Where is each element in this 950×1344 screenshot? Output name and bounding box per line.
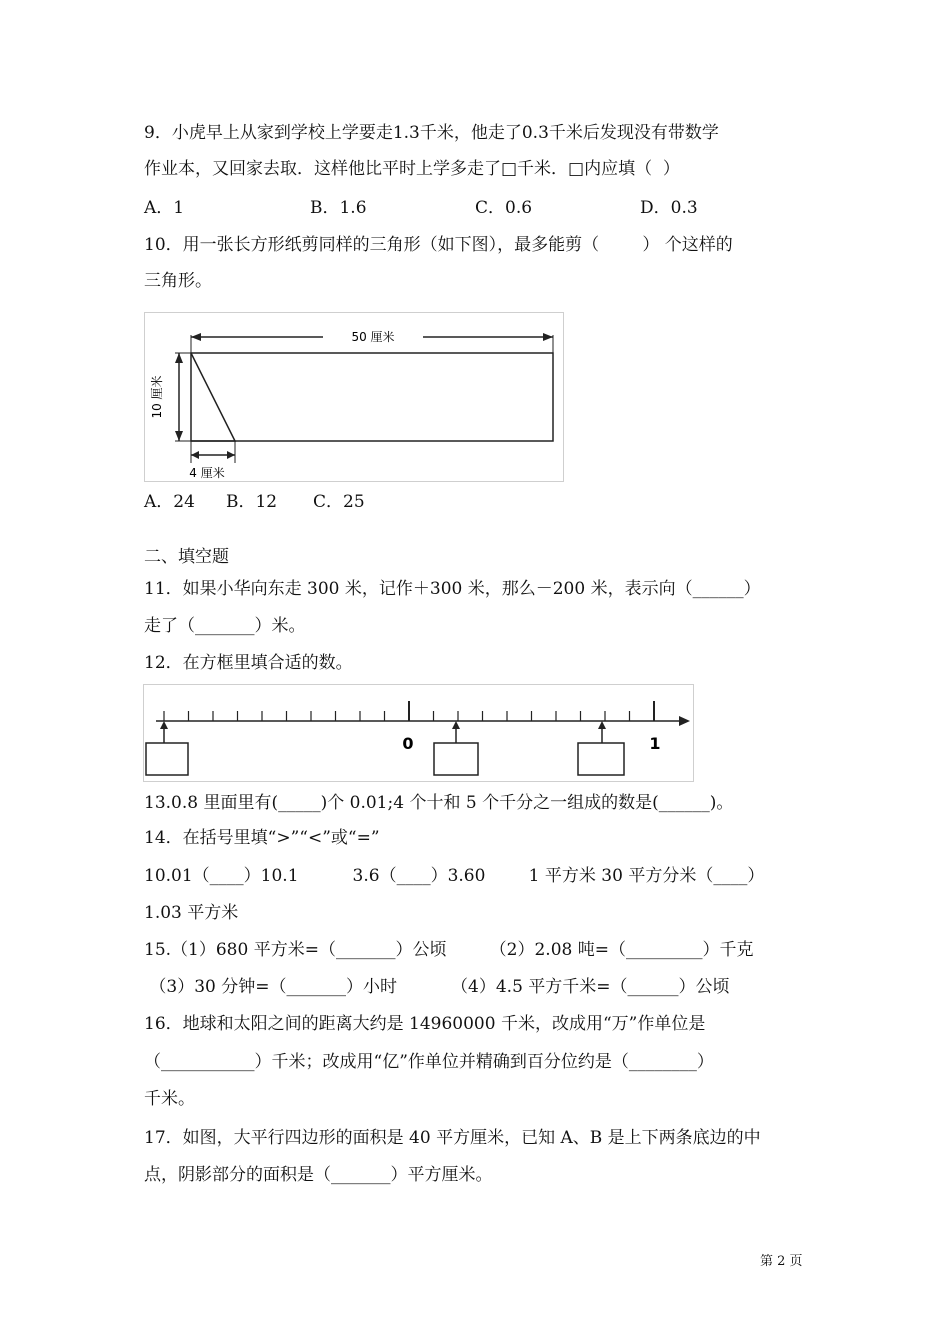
section-title: 二、填空题 <box>144 547 229 567</box>
number-line-figure <box>143 684 694 782</box>
q17-line1: 17．如图，大平行四边形的面积是 40 平方厘米，已知 A、B 是上下两条底边的中 <box>144 1128 761 1148</box>
q9-option-b: B．1.6 <box>310 198 367 218</box>
q11-line2: 走了（_______）米。 <box>144 616 306 636</box>
q12-line1: 12．在方框里填合适的数。 <box>144 653 353 673</box>
pointer-3-head <box>598 721 606 729</box>
pointer-1-head <box>160 721 168 729</box>
q9-option-d: D．0.3 <box>640 198 698 218</box>
q11-line1: 11．如果小华向东走 300 米，记作＋300 米，那么－200 米，表示向（______） <box>144 579 761 599</box>
base-label: 4 厘米 <box>189 466 225 480</box>
q15-line2: （3）30 分钟=（_______）小时 （4）4.5 平方千米=（______）公顷 <box>144 977 730 997</box>
q9-option-a: A．1 <box>144 198 185 218</box>
q14-line2: 10.01（____）10.1 3.6（____）3.60 1 平方米 30 平方分米（____） <box>144 866 765 886</box>
base-arrowhead-left <box>191 451 199 459</box>
number-line-ticks <box>164 701 654 721</box>
q14-line3: 1.03 平方米 <box>144 903 239 923</box>
paper-rectangle <box>191 353 553 441</box>
q9-option-c: C．0.6 <box>475 198 533 218</box>
q16-line3: 千米。 <box>144 1089 195 1109</box>
q13-line1: 13.0.8 里面里有(_____)个 0.01;4 个十和 5 个千分之一组成的数是(______)。 <box>144 793 734 813</box>
q17-line2: 点，阴影部分的面积是（_______）平方厘米。 <box>144 1165 493 1185</box>
length-label: 50 厘米 <box>351 330 395 344</box>
width-label: 10 厘米 <box>150 375 164 419</box>
q10-option-a: A．24 <box>144 492 195 512</box>
number-line-diagram <box>144 685 693 781</box>
label-one: 1 <box>649 734 661 753</box>
answer-box-3[interactable] <box>578 743 624 775</box>
base-arrowhead-right <box>227 451 235 459</box>
width-arrowhead-top <box>175 353 183 363</box>
triangle-shape <box>191 353 235 441</box>
page-number: 第 2 页 <box>760 1254 803 1269</box>
q15-line1: 15.（1）680 平方米=（_______）公顷 （2）2.08 吨=（_________）千克 <box>144 940 754 960</box>
answer-box-1[interactable] <box>146 743 188 775</box>
q10-line1: 10．用一张长方形纸剪同样的三角形（如下图），最多能剪（ ） 个这样的 <box>144 235 733 255</box>
number-line-arrowhead <box>679 716 690 726</box>
rectangle-diagram <box>145 313 563 481</box>
q10-option-b: B．12 <box>226 492 278 512</box>
length-arrowhead-left <box>191 333 201 341</box>
width-arrowhead-bottom <box>175 431 183 441</box>
answer-box-2[interactable] <box>434 743 478 775</box>
q9-line1: 9．小虎早上从家到学校上学要走1.3千米，他走了0.3千米后发现没有带数学 <box>144 123 719 143</box>
length-arrowhead-right <box>543 333 553 341</box>
rectangle-figure <box>144 312 564 482</box>
q10-option-c: C．25 <box>313 492 365 512</box>
q14-line1: 14．在括号里填“>”“<”或“=” <box>144 828 380 848</box>
q9-line2: 作业本，又回家去取．这样他比平时上学多走了□千米．□内应填（ ） <box>144 159 680 179</box>
q16-line2: （___________）千米；改成用“亿”作单位并精确到百分位约是（________） <box>144 1052 714 1072</box>
label-zero: 0 <box>402 734 414 753</box>
q16-line1: 16．地球和太阳之间的距离大约是 14960000 千米，改成用“万”作单位是 <box>144 1014 706 1034</box>
pointer-2-head <box>452 721 460 729</box>
q10-line2: 三角形。 <box>144 271 212 291</box>
